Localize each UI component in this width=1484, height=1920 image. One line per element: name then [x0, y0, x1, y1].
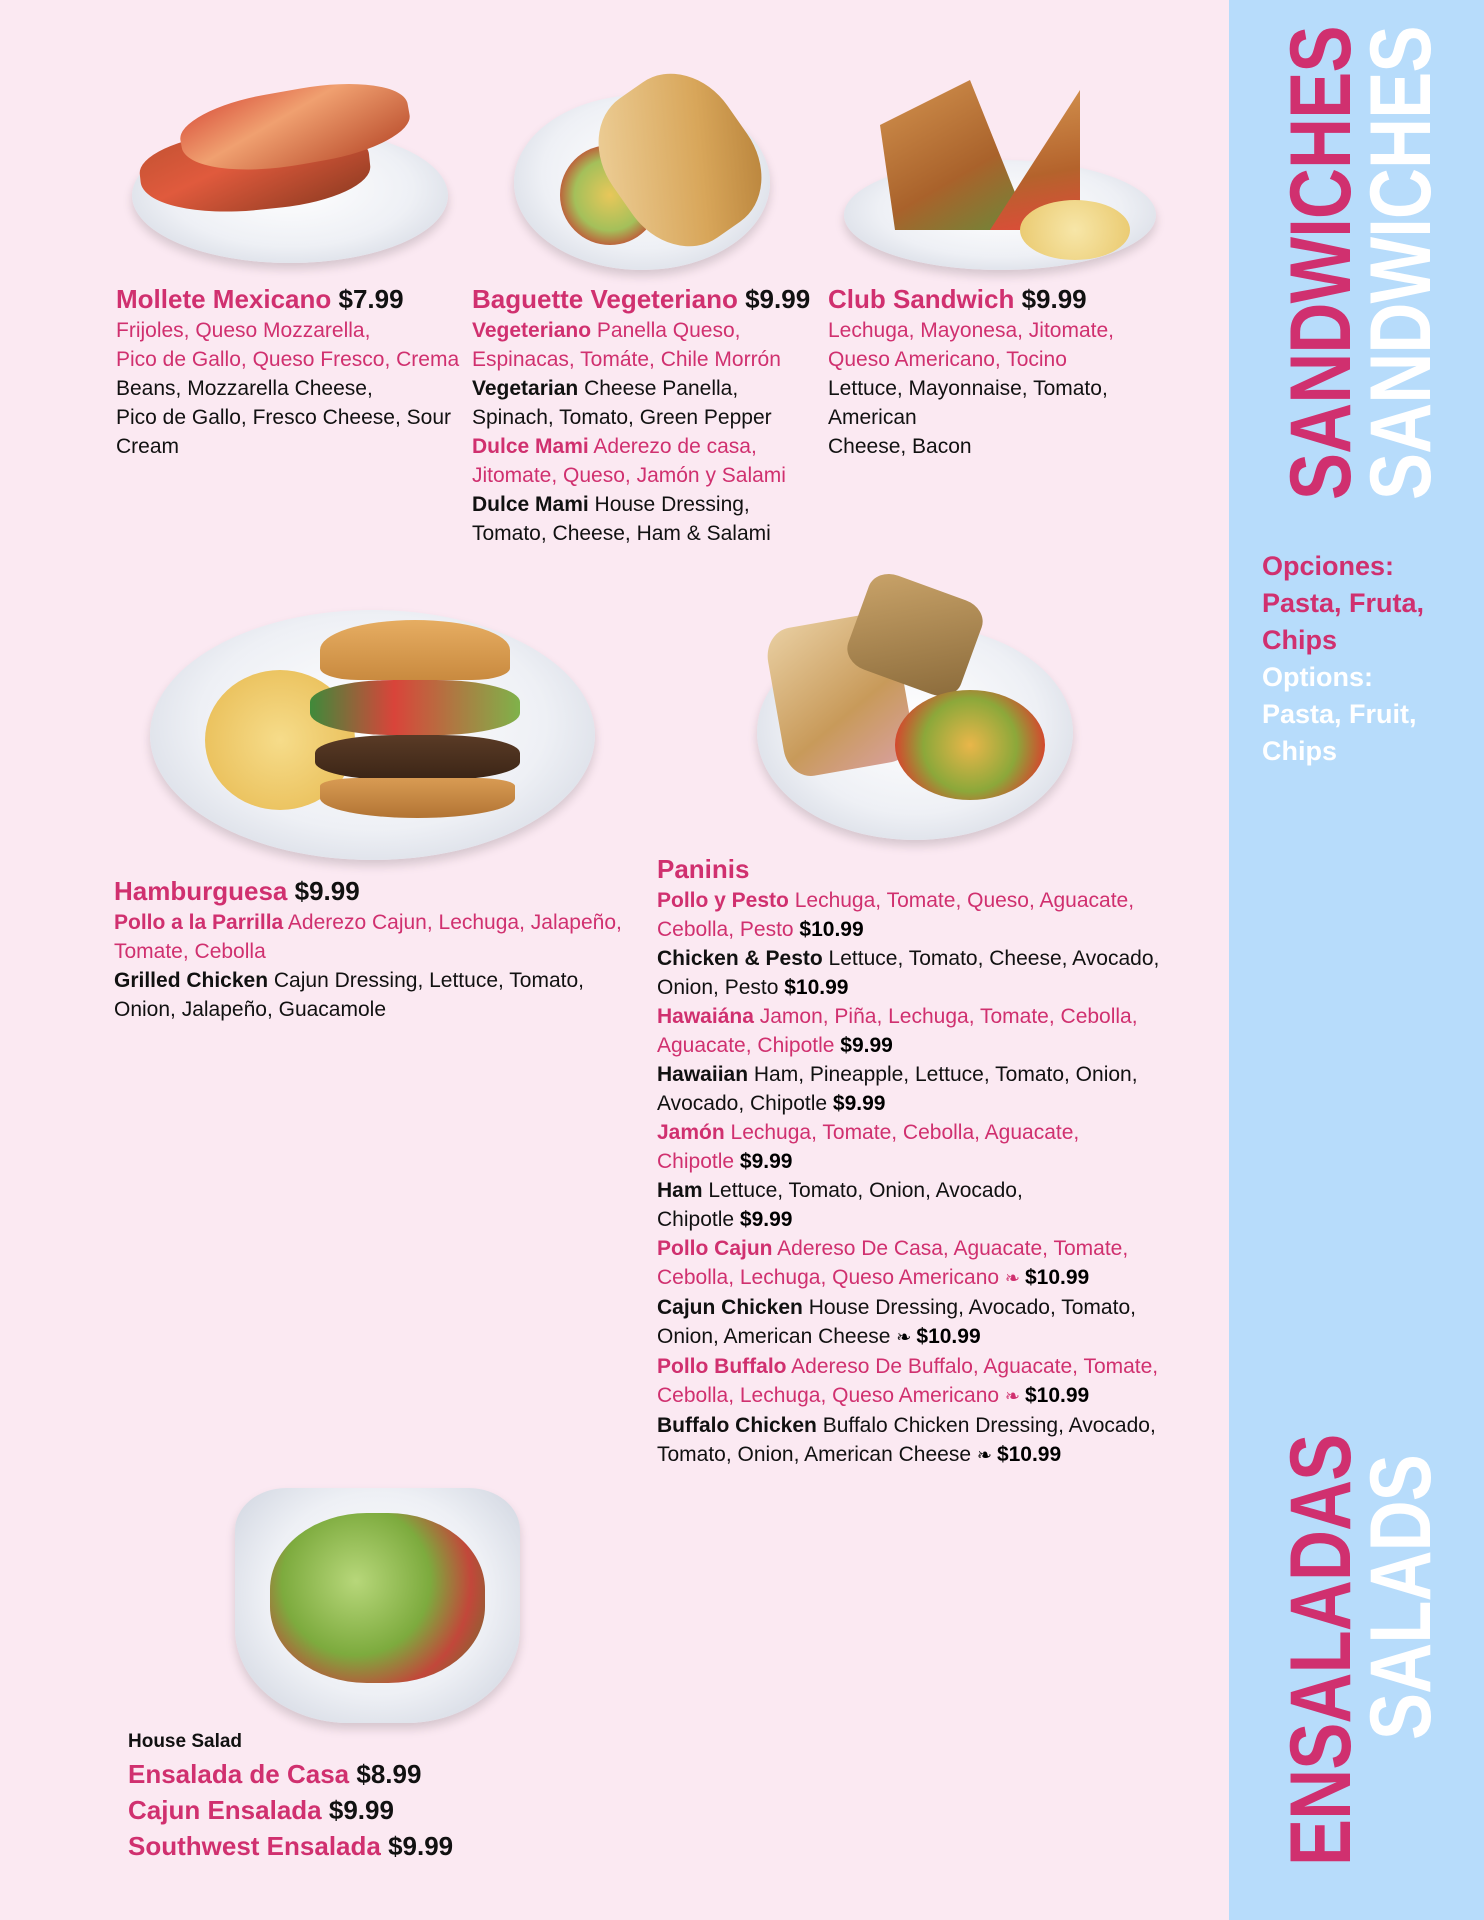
variant-desc: Espinacas, Tomáte, Chile Morrón: [472, 348, 781, 371]
item-price: $7.99: [338, 284, 404, 314]
variant-desc: Ham, Pineapple, Lettuce, Tomato, Onion,: [748, 1063, 1138, 1086]
variant-desc: Lechuga, Tomate, Queso, Aguacate,: [788, 889, 1135, 912]
item-price: $10.99: [996, 1443, 1062, 1466]
variant-desc: Cebolla, Pesto: [657, 918, 800, 941]
variant-desc: Tomate, Cebolla: [114, 940, 266, 963]
variant-label: Vegeteriano: [472, 319, 592, 342]
chili-pepper-icon: ❧: [896, 1327, 917, 1347]
variant-desc: Cebolla, Lechuga, Queso Americano: [657, 1384, 1005, 1407]
item-name: Paninis: [657, 854, 750, 884]
variant-desc: Onion, American Cheese: [657, 1325, 897, 1348]
panini-line: [657, 1352, 1177, 1381]
variant-desc: Lettuce, Tomato, Cheese, Avocado,: [822, 947, 1160, 970]
item-name: Hamburguesa: [114, 876, 288, 906]
variant-desc: House Dressing, Avocado, Tomato,: [802, 1296, 1136, 1319]
variant-desc: Adereso De Casa, Aguacate, Tomate,: [772, 1237, 1129, 1260]
section-title-sandwiches-en: SANDWICHES: [1353, 26, 1449, 500]
panini-line: [657, 1176, 1177, 1205]
item-price: $9.99: [388, 1831, 454, 1861]
menu-item-mollete: [116, 282, 466, 461]
options-line: Pasta, Fruta,: [1262, 588, 1425, 618]
variant-label: Vegetarian: [472, 377, 579, 400]
item-price: $10.99: [784, 976, 849, 999]
item-price: $9.99: [739, 1150, 793, 1173]
hamburguesa-photo: [150, 600, 600, 865]
item-name: Southwest Ensalada: [128, 1831, 381, 1861]
variant-label: Pollo a la Parrilla: [114, 911, 284, 934]
variant-label: Ham: [657, 1179, 703, 1202]
item-price: $9.99: [1021, 284, 1087, 314]
variant-label: Grilled Chicken: [114, 969, 269, 992]
panini-line: [657, 973, 1177, 1002]
item-name: Ensalada de Casa: [128, 1759, 350, 1789]
salad-line: [128, 1792, 548, 1828]
menu-item-salads: [128, 1728, 548, 1864]
options-line: Options:: [1262, 662, 1373, 692]
variant-desc: Adereso De Buffalo, Aguacate, Tomate,: [786, 1355, 1159, 1378]
item-name: Club Sandwich: [828, 284, 1015, 314]
variant-desc: Cajun Dressing, Lettuce, Tomato,: [268, 969, 584, 992]
variant-label: Hawaiána: [657, 1005, 754, 1028]
section-title-sandwiches-es: SANDWICHES: [1273, 26, 1369, 500]
baguette-photo: [510, 65, 775, 275]
panini-line: [657, 1263, 1177, 1293]
variant-desc: Aderezo de casa,: [588, 435, 757, 458]
variant-desc: Jitomate, Queso, Jamón y Salami: [472, 464, 786, 487]
variant-label: Hawaiian: [657, 1063, 749, 1086]
item-desc-es: Pico de Gallo, Queso Fresco, Crema: [116, 348, 460, 371]
mollete-photo: [130, 70, 450, 270]
variant-label: Dulce Mami: [472, 493, 589, 516]
menu-item-club-sandwich: [828, 282, 1158, 461]
panini-line: [657, 1322, 1177, 1352]
item-price: $10.99: [916, 1325, 981, 1348]
panini-line: [657, 886, 1177, 915]
section-title-salads-es: ENSALADAS: [1273, 1434, 1369, 1866]
panini-line: [657, 1234, 1177, 1263]
salad-label: House Salad: [128, 1731, 243, 1752]
panini-line: [657, 1031, 1177, 1060]
item-name: Cajun Ensalada: [128, 1795, 322, 1825]
item-price: $10.99: [1024, 1384, 1090, 1407]
menu-item-hamburguesa: [114, 874, 634, 1024]
variant-desc: Cebolla, Lechuga, Queso Americano: [657, 1266, 1005, 1289]
options-line: Chips: [1262, 736, 1338, 766]
variant-desc: Aguacate, Chipotle: [657, 1034, 841, 1057]
variant-desc: Chipotle: [657, 1208, 740, 1231]
variant-desc: Lechuga, Tomate, Cebolla, Aguacate,: [724, 1121, 1080, 1144]
variant-desc: Jamon, Piña, Lechuga, Tomate, Cebolla,: [753, 1005, 1138, 1028]
variant-label: Jamón: [657, 1121, 725, 1144]
item-name: Baguette Vegeteriano: [472, 284, 738, 314]
panini-line: [657, 944, 1177, 973]
menu-item-baguette: [472, 282, 812, 548]
variant-label: Buffalo Chicken: [657, 1414, 817, 1437]
chili-pepper-icon: ❧: [1004, 1386, 1025, 1406]
item-price: $10.99: [799, 918, 864, 941]
item-price: $9.99: [745, 284, 811, 314]
item-desc-en: Cream: [116, 435, 180, 458]
panini-line: [657, 915, 1177, 944]
item-price: $9.99: [840, 1034, 893, 1057]
panini-line: [657, 1118, 1177, 1147]
variant-label: Pollo Cajun: [657, 1237, 773, 1260]
panini-line: [657, 1089, 1177, 1118]
panini-line: [657, 1205, 1177, 1234]
section-title-salads-en: SALADS: [1353, 1454, 1449, 1740]
salad-line: [128, 1828, 548, 1864]
options-line: Opciones:: [1262, 551, 1395, 581]
item-desc-es: Queso Americano, Tocino: [828, 348, 1067, 371]
options-line: Pasta, Fruit,: [1262, 699, 1417, 729]
panini-line: [657, 1440, 1177, 1470]
variant-desc: Cheese Panella,: [578, 377, 739, 400]
item-price: $9.99: [294, 876, 360, 906]
panini-line: [657, 1411, 1177, 1440]
panini-line: [657, 1060, 1177, 1089]
item-desc-en: Lettuce, Mayonnaise, Tomato,: [828, 377, 1108, 400]
variant-desc: Buffalo Chicken Dressing, Avocado,: [816, 1414, 1156, 1437]
side-options: [1262, 548, 1424, 770]
item-name: Mollete Mexicano: [116, 284, 332, 314]
panini-list: [657, 886, 1177, 1470]
chili-pepper-icon: ❧: [976, 1445, 997, 1465]
variant-desc: Panella Queso,: [591, 319, 741, 342]
variant-desc: Aderezo Cajun, Lechuga, Jalapeño,: [283, 911, 622, 934]
item-desc-en: Cheese, Bacon: [828, 435, 972, 458]
variant-label: Cajun Chicken: [657, 1296, 803, 1319]
item-desc-es: Lechuga, Mayonesa, Jitomate,: [828, 319, 1115, 342]
variant-desc: Avocado, Chipotle: [657, 1092, 833, 1115]
item-price: $9.99: [328, 1795, 394, 1825]
variant-label: Pollo y Pesto: [657, 889, 789, 912]
variant-desc: House Dressing,: [588, 493, 750, 516]
salad-list: [128, 1756, 548, 1864]
item-desc-en: Pico de Gallo, Fresco Cheese, Sour: [116, 406, 451, 429]
variant-desc: Chipotle: [657, 1150, 740, 1173]
item-desc-es: Frijoles, Queso Mozzarella,: [116, 319, 371, 342]
salad-line: [128, 1756, 548, 1792]
variant-desc: Lettuce, Tomato, Onion, Avocado,: [702, 1179, 1023, 1202]
panini-line: [657, 1147, 1177, 1176]
item-desc-en: Beans, Mozzarella Cheese,: [116, 377, 373, 400]
club-sandwich-photo: [840, 60, 1160, 275]
variant-desc: Onion, Pesto: [657, 976, 785, 999]
item-price: $8.99: [356, 1759, 422, 1789]
panini-line: [657, 1002, 1177, 1031]
item-price: $9.99: [832, 1092, 886, 1115]
variant-label: Dulce Mami: [472, 435, 589, 458]
variant-label: Pollo Buffalo: [657, 1355, 787, 1378]
variant-label: Chicken & Pesto: [657, 947, 823, 970]
salad-photo: [235, 1488, 520, 1723]
panini-line: [657, 1381, 1177, 1411]
panini-line: [657, 1293, 1177, 1322]
variant-desc: Tomato, Onion, American Cheese: [657, 1443, 977, 1466]
panini-photo: [755, 580, 1075, 845]
variant-desc: Tomato, Cheese, Ham & Salami: [472, 522, 771, 545]
variant-desc: Onion, Jalapeño, Guacamole: [114, 998, 387, 1021]
menu-item-paninis: [657, 852, 1177, 1470]
item-price: $9.99: [739, 1208, 793, 1231]
variant-desc: Spinach, Tomato, Green Pepper: [472, 406, 772, 429]
item-price: $10.99: [1024, 1266, 1090, 1289]
options-line: Chips: [1262, 625, 1338, 655]
chili-pepper-icon: ❧: [1004, 1268, 1025, 1288]
item-desc-en: American: [828, 406, 917, 429]
